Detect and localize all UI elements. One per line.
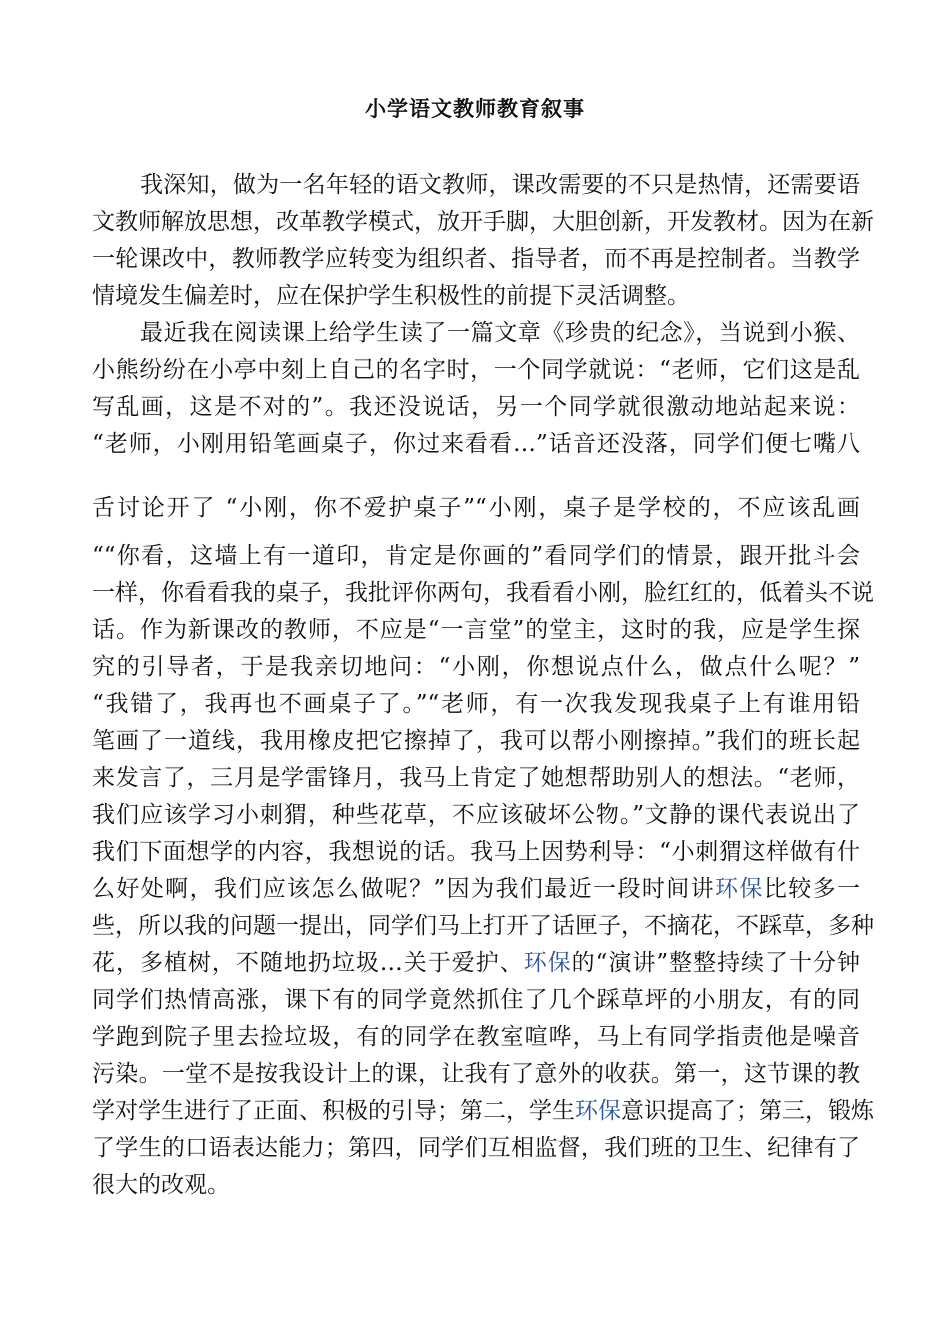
line-text: 花，多植树，不随地扔垃圾…关于爱护、: [92, 950, 524, 976]
paragraph-line: 我们下面想学的内容，我想说的话。我马上因势利导：“小刺猬这样做有什: [92, 839, 860, 865]
page-title: 小学语文教师教育叙事: [365, 96, 585, 121]
paragraph-line: 写乱画，这是不对的”。我还没说话，另一个同学就很激动地站起来说：: [92, 394, 860, 420]
paragraph-line: 话。作为新课改的教师，不应是“一言堂”的堂主，这时的我，应是学生探: [92, 617, 860, 643]
paragraph-line: 同学们热情高涨，课下有的同学竟然抓住了几个踩草坪的小朋友，有的同: [92, 987, 860, 1013]
paragraph-line: 我们应该学习小刺猬，种些花草，不应该破坏公物。”文静的课代表说出了: [92, 802, 860, 828]
paragraph-line: 些，所以我的问题一提出，同学们马上打开了话匣子，不摘花，不踩草，多种: [92, 913, 874, 939]
paragraph-line: 了学生的口语表达能力；第四，同学们互相监督，我们班的卫生、纪律有了: [92, 1135, 860, 1161]
paragraph-line: [92, 1096, 874, 1128]
paragraph-line: 情境发生偏差时，应在保护学生积极性的前提下灵活调整。: [92, 283, 690, 309]
environment-link[interactable]: 环保: [715, 876, 764, 902]
paragraph-line: ““你看，这墙上有一道印，肯定是你画的”看同学们的情景，跟开批斗会: [92, 543, 860, 569]
line-text: 么好处啊，我们应该怎么做呢？”因为我们最近一段时间讲: [92, 876, 716, 902]
paragraph-line: 笔画了一道线，我用橡皮把它擦掉了，我可以帮小刚擦掉。”我们的班长起: [92, 728, 860, 754]
line-text: 的“演讲”整整持续了十分钟: [571, 950, 860, 976]
line-text: 比较多一: [763, 876, 861, 902]
environment-link[interactable]: 环保: [575, 1098, 621, 1124]
paragraph-line: 污染。一堂不是按我设计上的课，让我有了意外的收获。第一，这节课的教: [92, 1061, 860, 1087]
paragraph-line: [92, 874, 860, 906]
environment-link[interactable]: 环保: [523, 950, 572, 976]
paragraph-line: 我深知，做为一名年轻的语文教师，课改需要的不只是热情，还需要语: [140, 172, 860, 198]
paragraph-line: 究的引导者，于是我亲切地问：“小刚，你想说点什么，做点什么呢？”: [92, 654, 860, 680]
paragraph-line: “老师，小刚用铅笔画桌子，你过来看看…”话音还没落，同学们便七嘴八: [92, 431, 860, 457]
paragraph-line: 文教师解放思想，改革教学模式，放开手脚，大胆创新，开发教材。因为在新: [92, 209, 874, 235]
line-text: 意识提高了；第三，锻炼: [621, 1098, 874, 1124]
paragraph-line: “我错了，我再也不画桌子了。”“老师，有一次我发现我桌子上有谁用铅: [92, 691, 860, 717]
paragraph-line: 小熊纷纷在小亭中刻上自己的名字时，一个同学就说：“老师，它们这是乱: [92, 357, 860, 383]
paragraph-line: 学跑到院子里去捡垃圾，有的同学在教室喧哗，马上有同学指责他是噪音: [92, 1024, 860, 1050]
paragraph-line: 一样，你看看我的桌子，我批评你两句，我看看小刚，脸红红的，低着头不说: [92, 580, 874, 606]
paragraph-line: 来发言了，三月是学雷锋月，我马上肯定了她想帮助别人的想法。“老师，: [92, 765, 860, 791]
paragraph-line: 一轮课改中，教师教学应转变为组织者、指导者，而不再是控制者。当教学: [92, 246, 860, 272]
paragraph-line: [92, 948, 860, 980]
paragraph-line: 很大的改观。: [92, 1172, 230, 1198]
line-text: 学对学生进行了正面、积极的引导；第二，学生: [92, 1098, 575, 1124]
paragraph-line: 最近我在阅读课上给学生读了一篇文章《珍贵的纪念》，当说到小猴、: [140, 320, 860, 346]
paragraph-line: 舌讨论开了 “小刚，你不爱护桌子”“小刚，桌子是学校的，不应该乱画: [92, 495, 860, 521]
